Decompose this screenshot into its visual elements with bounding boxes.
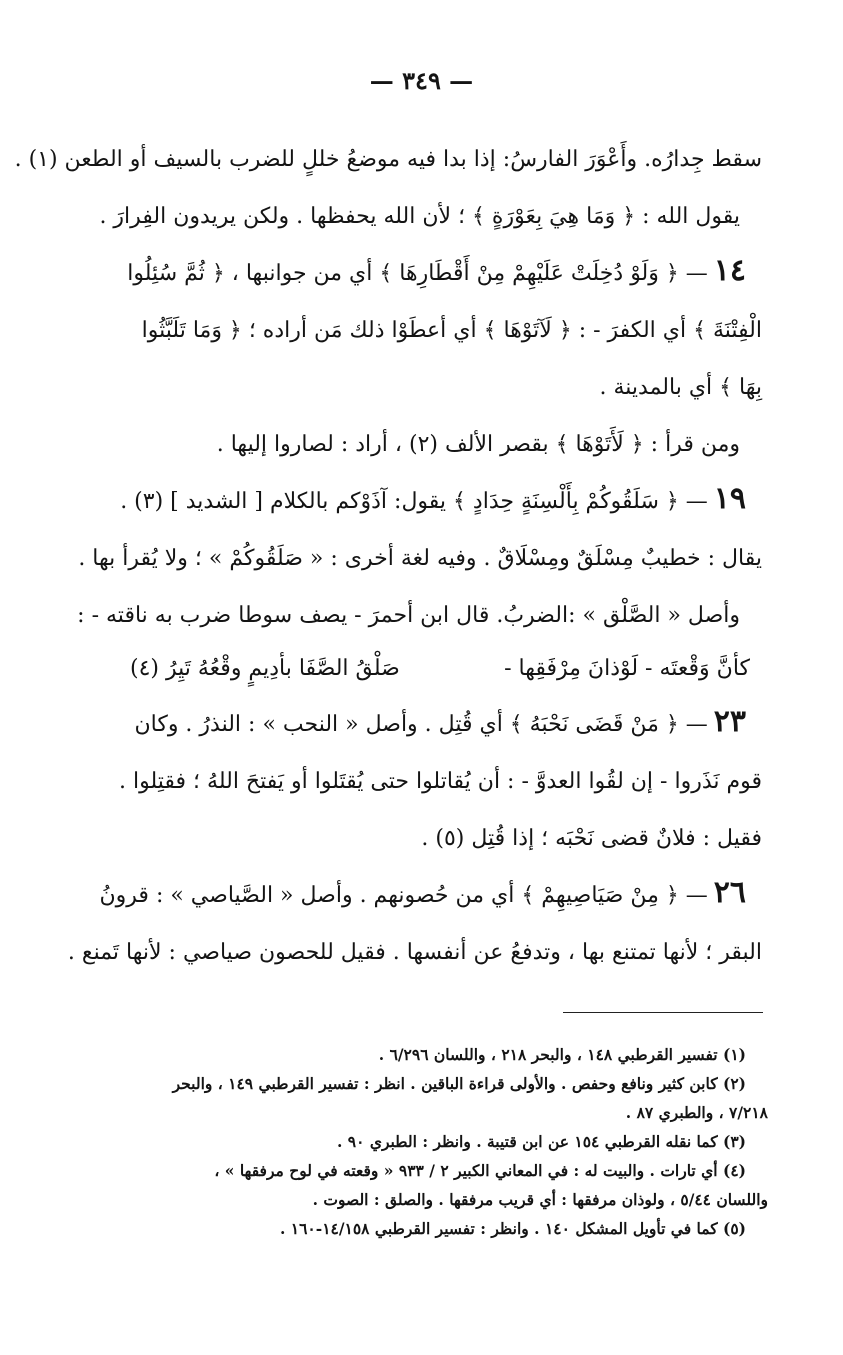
line-text: — ﴿ مَنْ قَضَى نَحْبَهُ ﴾ أي قُتِل . وأصل « النحب » : النذرُ . وكان xyxy=(134,712,708,737)
poem-second-hemistich: صَلْقُ الصَّفَا بأدِيمٍ وقْعُهُ تَيِرُ (٤) xyxy=(130,656,400,681)
footnote-line: (١) تفسير القرطبي ١٤٨ ، والبحر ٢١٨ ، واللسان ٦/٢٩٦ . xyxy=(378,1045,746,1064)
text-line xyxy=(100,187,768,244)
line-text: بِهَا ﴾ أي بالمدينة . xyxy=(599,375,762,400)
line-text: — ﴿ وَلَوْ دُخِلَتْ عَلَيْهِمْ مِنْ أَقْطَارِهَا ﴾ أي من جوانبها ، ﴿ ثُمَّ سُئِلُوا xyxy=(127,261,708,286)
verse-number: ١٤ xyxy=(713,253,746,288)
verse-number: ٢٣ xyxy=(713,704,746,739)
line-text: فقيل : فلانٌ قضى نَحْبَه ؛ إذا قُتِل (٥) . xyxy=(421,826,762,851)
footnote-line: (٤) أي تارات . والبيت له : في المعاني الكبير ٢ / ٩٣٣ « وقعته في لوح مرفقها » ، xyxy=(214,1161,746,1180)
text-line xyxy=(14,130,768,187)
text-line xyxy=(77,586,768,643)
line-text: ومن قرأ : ﴿ لَأَتَوْهَا ﴾ بقصر الألف (٢) ، أراد : لصاروا إليها . xyxy=(216,432,740,457)
footnotes xyxy=(100,1040,768,1243)
page-number: — ٣٤٩ — xyxy=(369,66,474,95)
line-text: الْفِتْنَةَ ﴾ أي الكفرَ - : ﴿ لَآتَوْهَا ﴾ أي أعطَوْا ذلك مَن أراده ؛ ﴿ وَمَا تَلَبَّثُوا xyxy=(141,318,762,343)
text-line xyxy=(67,923,768,980)
line-text: قوم نَذَروا - إن لقُوا العدوَّ - : أن يُقاتلوا حتى يُقتَلوا أو يَفتحَ اللهُ ؛ فقتِلوا . xyxy=(119,769,762,794)
line-text: سقط جِدارُه. وأَعْوَرَ الفارسُ: إذا بدا فيه موضعُ خللٍ للضرب بالسيف أو الطعن (١) . xyxy=(14,147,762,172)
line-text: وأصل « الصَّلْق » :الضربُ. قال ابن أحمرَ - يصف سوطا ضرب به ناقته - : xyxy=(77,603,740,628)
poem-verse xyxy=(100,643,768,695)
footnote-line: (٢) كابن كثير ونافع وحفص . والأولى قراءة الباقين . انظر : تفسير القرطبي ١٤٩ ، والبحر xyxy=(172,1074,746,1093)
text-line xyxy=(100,752,768,809)
text-line xyxy=(100,695,768,752)
line-text: البقر ؛ لأنها تمتنع بها ، وتدفعُ عن أنفسها . فقيل للحصون صياصي : لأنها تَمنع . xyxy=(67,940,762,965)
text-line xyxy=(100,809,768,866)
footnote-line: ٧/٢١٨ ، والطبري ٨٧ . xyxy=(625,1103,768,1122)
text-line xyxy=(100,358,768,415)
poem-first-hemistich: كأنَّ وَقْعتَه - لَوْذانَ مِرْفَقِها - xyxy=(504,656,750,681)
verse-number: ٢٦ xyxy=(713,875,746,910)
footnote-line: (٥) كما في تأويل المشكل ١٤٠ . وانظر : تفسير القرطبي ١٤/١٥٨-١٦٠ . xyxy=(279,1219,746,1238)
text-line xyxy=(78,529,768,586)
line-text: — ﴿ مِنْ صَيَاصِيهِمْ ﴾ أي من حُصونهم . وأصل « الصَّياصي » : قرونُ xyxy=(99,883,708,908)
main-text xyxy=(14,130,768,980)
text-line xyxy=(100,415,768,472)
line-text: — ﴿ سَلَقُوكُمْ بِأَلْسِنَةٍ حِدَادٍ ﴾ يقول: آذَوْكم بالكلام [ الشديد ] (٣) . xyxy=(120,489,708,514)
text-line xyxy=(100,866,768,923)
line-text: يقول الله : ﴿ وَمَا هِيَ بِعَوْرَةٍ ﴾ ؛ لأن الله يحفظها . ولكن يريدون الفِرارَ . xyxy=(99,204,740,229)
footnote-divider xyxy=(563,1012,763,1013)
text-line xyxy=(100,301,768,358)
line-text: يقال : خطيبٌ مِسْلَقٌ ومِسْلَاقٌ . وفيه لغة أخرى : « صَلَقُوكُمْ » ؛ ولا يُقرأ بها . xyxy=(78,546,762,571)
footnote-line: (٣) كما نقله القرطبي ١٥٤ عن ابن قتيبة . وانظر : الطبري ٩٠ . xyxy=(336,1132,746,1151)
verse-number: ١٩ xyxy=(713,481,746,516)
text-line xyxy=(100,244,768,301)
text-line xyxy=(100,472,768,529)
footnote-line: واللسان ٥/٤٤ ، ولوذان مرفقها : أي قريب مرفقها . والصلق : الصوت . xyxy=(312,1190,768,1209)
